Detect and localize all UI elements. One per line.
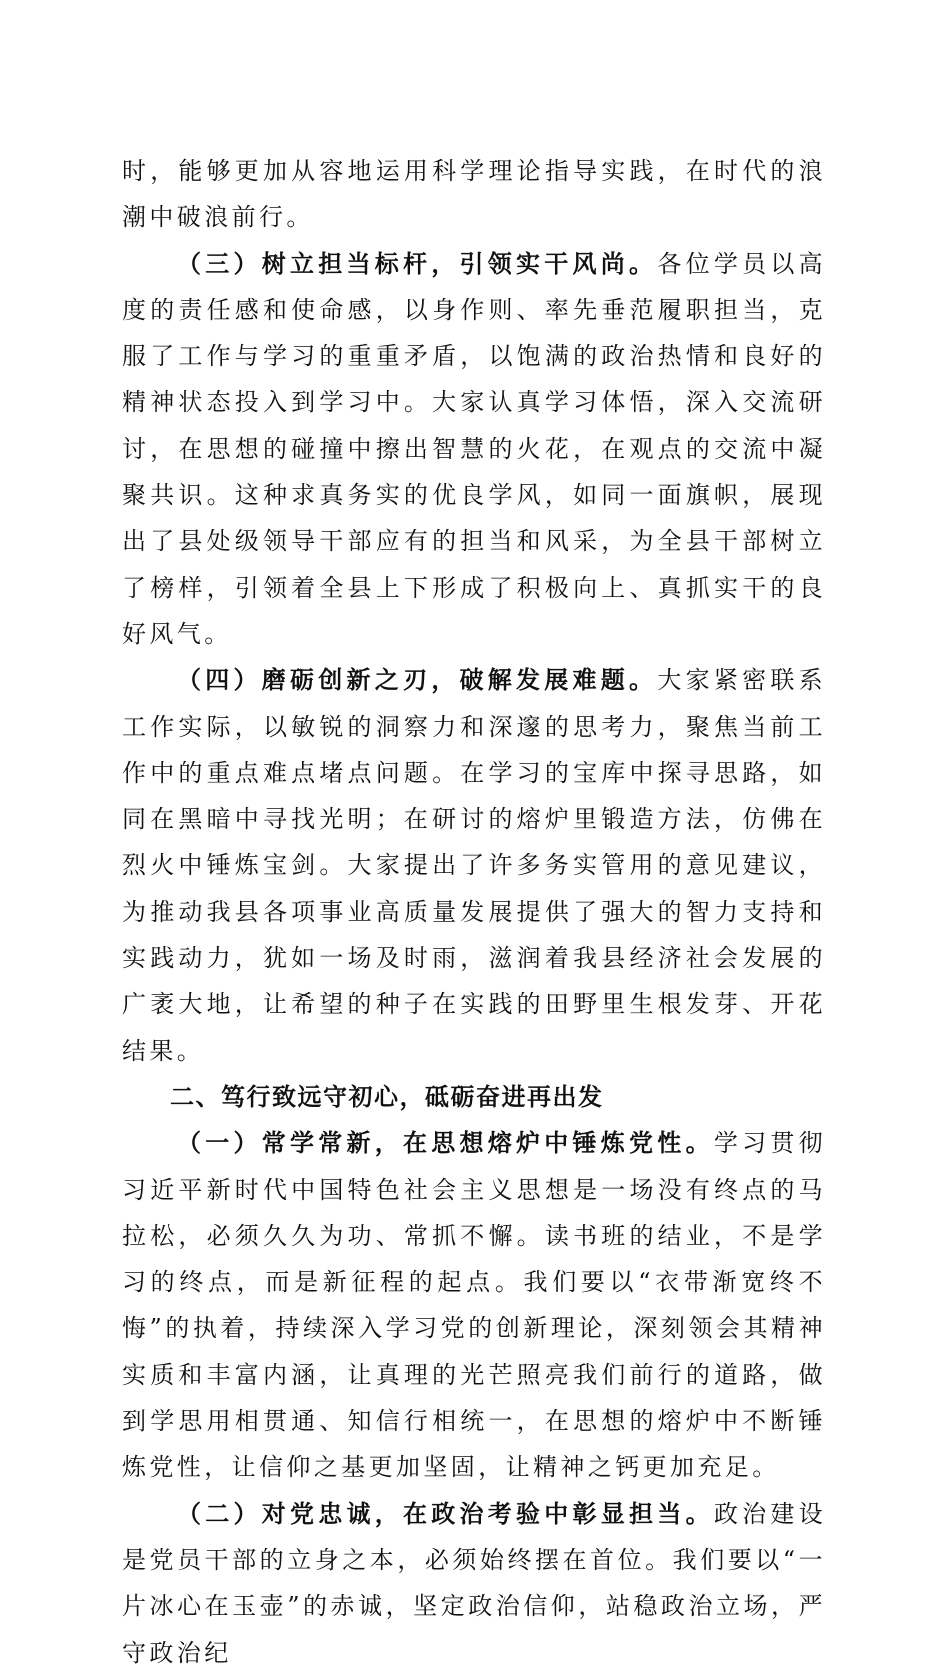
section-2-item-2-body: 政治建设是党员干部的立身之本，必须始终摆在首位。我们要以“一片冰心在玉壶”的赤诚，坚定政治信仰，站稳政治立场，严守政治纪	[122, 1499, 826, 1667]
continuation-text: 时，能够更加从容地运用科学理论指导实践，在时代的浪潮中破浪前行。	[122, 157, 826, 232]
paragraph-item-3	[122, 241, 826, 658]
paragraph-section-2-item-2	[122, 1491, 826, 1676]
item-3-body: 各位学员以高度的责任感和使命感，以身作则、率先垂范履职担当，克服了工作与学习的重重矛盾，以饱满的政治热情和良好的精神状态投入到学习中。大家认真学习体悟，深入交流研讨，在思想的碰撞中擦出智慧的火花，在观点的交流中凝聚共识。这种求真务实的优良学风，如同一面旗帜，展现出了县处级领导干部应有的担当和风采，为全县干部树立了榜样，引领着全县上下形成了积极向上、真抓实干的良好风气。	[122, 249, 826, 648]
section-2-heading: 二、笃行致远守初心，砥砺奋进再出发	[170, 1082, 604, 1111]
continuation-paragraph	[122, 148, 826, 241]
section-2-item-1-body: 学习贯彻习近平新时代中国特色社会主义思想是一场没有终点的马拉松，必须久久为功、常抓不懈。读书班的结业，不是学习的终点，而是新征程的起点。我们要以“衣带渐宽终不悔”的执着，持续深入学习党的创新理论，深刻领会其精神实质和丰富内涵，让真理的光芒照亮我们前行的道路，做到学思用相贯通、知信行相统一，在思想的熔炉中不断锤炼党性，让信仰之基更加坚固，让精神之钙更加充足。	[122, 1129, 826, 1482]
section-2-item-2-lead: （二）对党忠诚，在政治考验中彰显担当。	[177, 1498, 714, 1528]
paragraph-item-4	[122, 657, 826, 1074]
section-2-item-1-lead: （一）常学常新，在思想熔炉中锤炼党性。	[177, 1128, 714, 1158]
item-4-body: 大家紧密联系工作实际，以敏锐的洞察力和深邃的思考力，聚焦当前工作中的重点难点堵点问题。在学习的宝库中探寻思路，如同在黑暗中寻找光明；在研讨的熔炉里锻造方法，仿佛在烈火中锤炼宝剑。大家提出了许多务实管用的意见建议，为推动我县各项事业高质量发展提供了强大的智力支持和实践动力，犹如一场及时雨，滋润着我县经济社会发展的广袤大地，让希望的种子在实践的田野里生根发芽、开花结果。	[122, 666, 826, 1065]
document-body	[122, 148, 826, 1676]
item-3-lead: （三）树立担当标杆，引领实干风尚。	[177, 248, 658, 278]
paragraph-section-2-item-1	[122, 1120, 826, 1490]
item-4-lead: （四）磨砺创新之刃，破解发展难题。	[177, 665, 658, 695]
